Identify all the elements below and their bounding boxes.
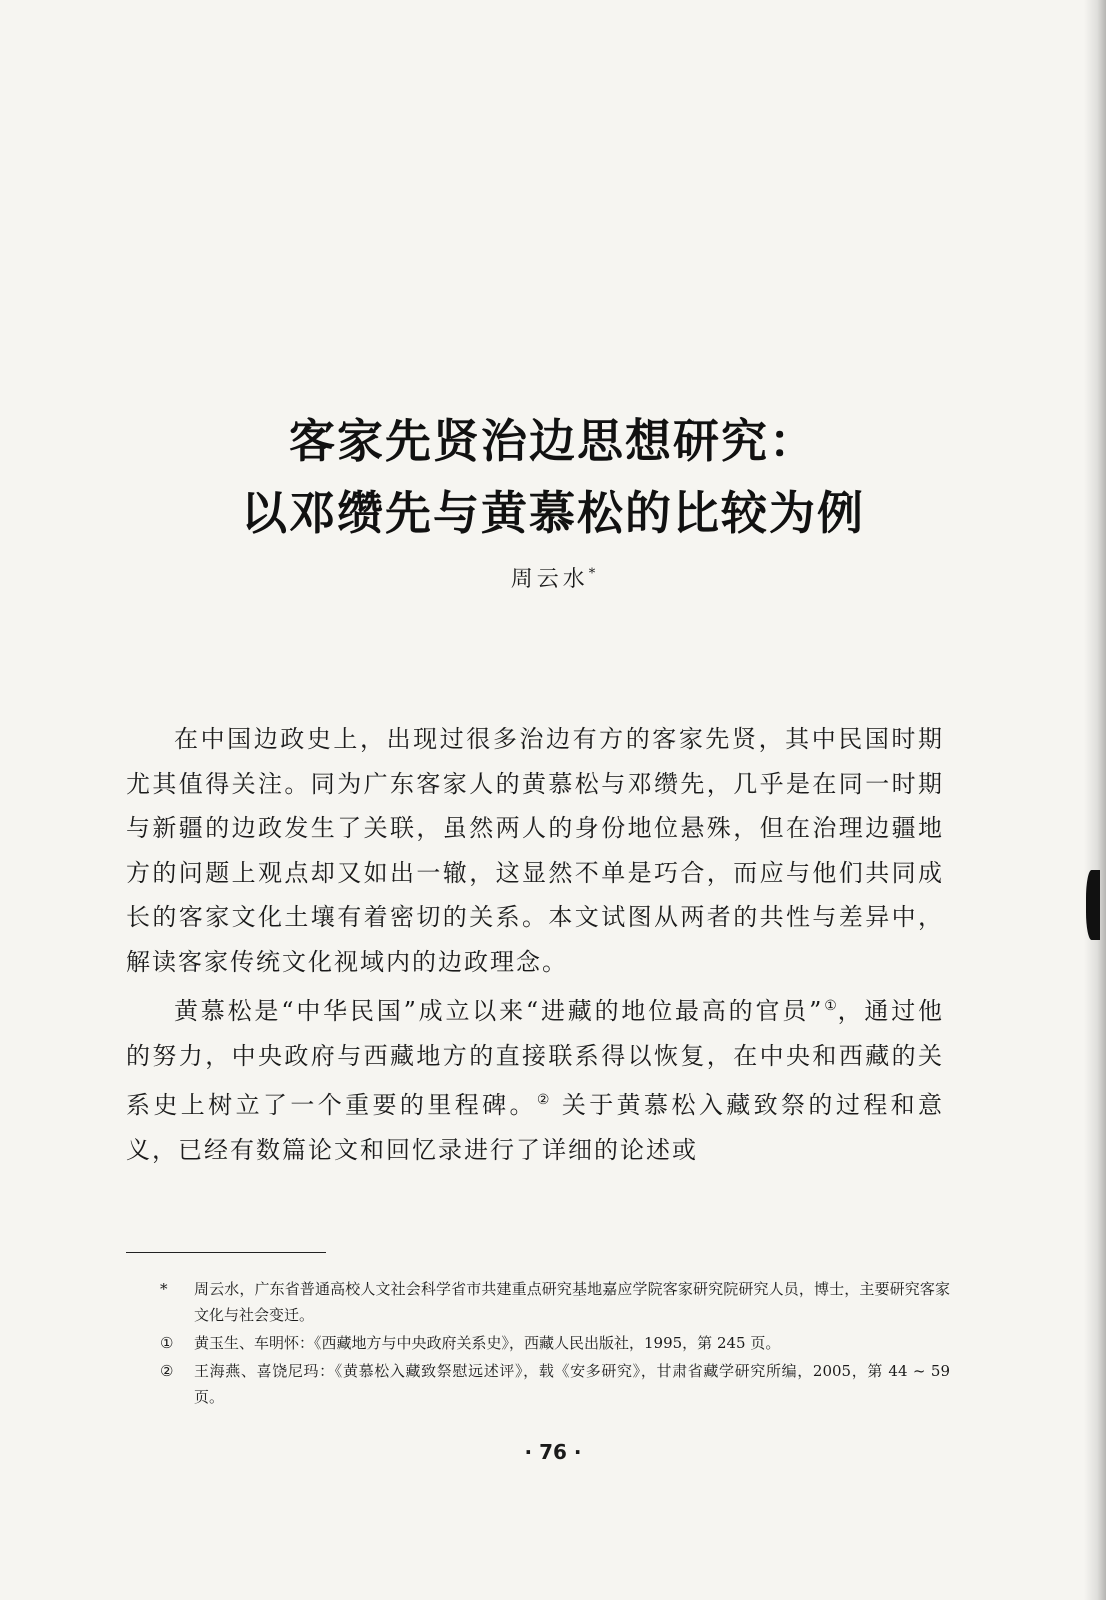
paragraph-1-text: 在中国边政史上，出现过很多治边有方的客家先贤，其中民国时期尤其值得关注。同为广东客家人的黄慕松与邓缵先，几乎是在同一时期与新疆的边政发生了关联，虽然两人的身份地位悬殊，但在治理边疆地方的问题上观点却又如出一辙，这显然不单是巧合，而应与他们共同成长的客家文化土壤有着密切的关系。本文试图从两者的共性与差异中，解读客家传统文化视域内的边政理念。 bbox=[126, 725, 944, 976]
footnote-ref-1: ① bbox=[823, 998, 838, 1014]
paragraph-2-text-c: 关于黄慕松入藏致祭的过程和意义，已经有数篇论文和回忆录进行了详细的论述或 bbox=[126, 1091, 944, 1164]
author-line bbox=[0, 562, 1106, 593]
title-line-2: 以邓缵先与黄慕松的比较为例 bbox=[241, 486, 865, 540]
title-line-1: 客家先贤治边思想研究： bbox=[289, 414, 817, 468]
footnote-mark: ① bbox=[160, 1334, 174, 1352]
footnote-text: 黄玉生、车明怀：《西藏地方与中央政府关系史》，西藏人民出版社，1995，第 245 页。 bbox=[194, 1334, 781, 1352]
footnote-ref-2: ② bbox=[536, 1092, 551, 1108]
footnote-author bbox=[160, 1276, 950, 1328]
footnote-divider bbox=[126, 1252, 326, 1253]
paragraph-2-text-a: 黄慕松是“中华民国”成立以来“进藏的地位最高的官员” bbox=[174, 997, 824, 1025]
page-number: · 76 · bbox=[524, 1440, 582, 1464]
footnote-text: 王海燕、喜饶尼玛：《黄慕松入藏致祭慰远述评》，载《安多研究》，甘肃省藏学研究所编，2005，第 44 ~ 59 页。 bbox=[194, 1362, 950, 1406]
footnote-mark: * bbox=[160, 1280, 168, 1298]
scan-edge-mark bbox=[1086, 870, 1100, 940]
author-footnote-mark: * bbox=[588, 566, 596, 582]
footnote-1 bbox=[160, 1330, 950, 1356]
body-text bbox=[126, 717, 944, 1172]
footnote-mark: ② bbox=[160, 1362, 174, 1380]
author-name: 周云水 bbox=[510, 567, 589, 592]
footnote-2 bbox=[160, 1358, 950, 1410]
paragraph-1 bbox=[126, 717, 944, 984]
paragraph-2 bbox=[126, 984, 944, 1172]
scan-edge-shadow bbox=[1084, 0, 1106, 1600]
paragraph-2-text-b: ，通过他的努力，中央政府与西藏地方的直接联系得以恢复，在中央和西藏的关系史上树立了一个重要的里程碑。 bbox=[126, 997, 945, 1119]
footnote-text: 周云水，广东省普通高校人文社会科学省市共建重点研究基地嘉应学院客家研究院研究人员，博士，主要研究客家文化与社会变迁。 bbox=[194, 1280, 950, 1324]
footnotes bbox=[160, 1276, 950, 1412]
